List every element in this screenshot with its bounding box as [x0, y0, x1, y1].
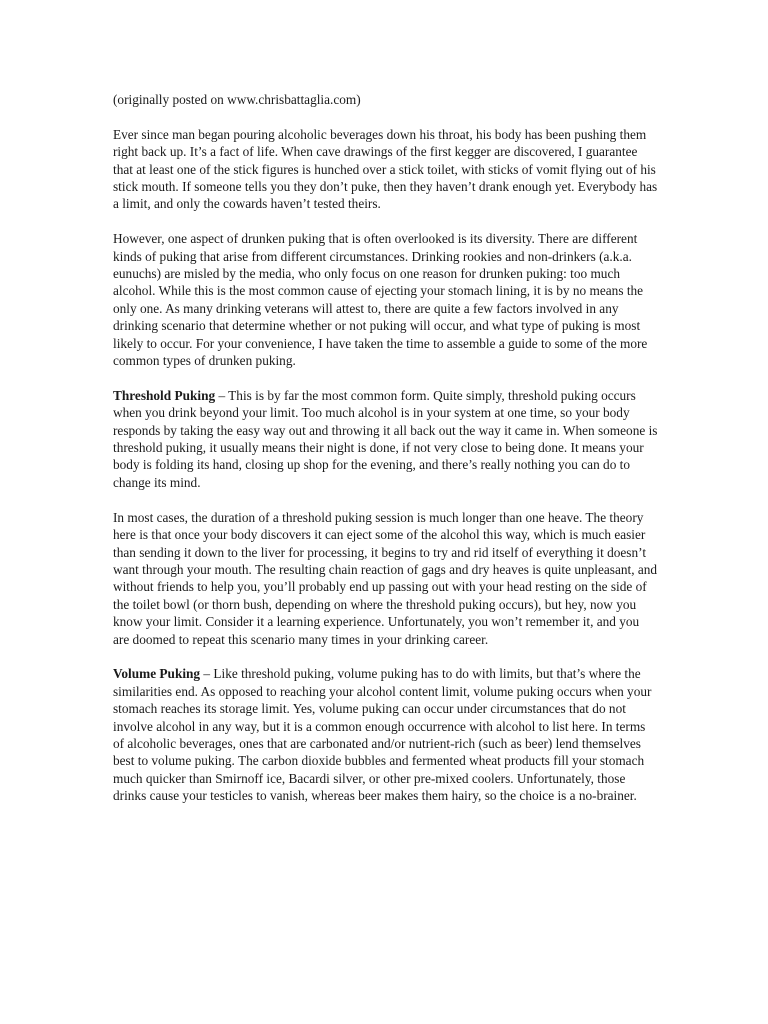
volume-paragraph: [113, 665, 658, 804]
source-note: (originally posted on www.chrisbattaglia.com): [113, 92, 361, 107]
document-page: [113, 91, 658, 822]
threshold-paragraph: [113, 387, 658, 491]
threshold-followup-paragraph: In most cases, the duration of a threshold puking session is much longer than one heave. The theory here is that once your body discovers it can eject some of the alcohol this way, which is much easier than sending it down to the liver for processing, it begins to try and rid itself of everything it doesn’t want through your mouth. The resulting chain reaction of gags and dry heaves is quite unpleasant, and without friends to help you, you’ll probably end up passing out with your head resting on the side of the toilet bowl (or thorn bush, depending on where the threshold puking occurs), but hey, now you know your limit. Consider it a learning experience. Unfortunately, you won’t remember it, and you are doomed to repeat this scenario many times in your drinking career.: [113, 509, 658, 647]
volume-text: – Like threshold puking, volume puking has to do with limits, but that’s where the similarities end. As opposed to reaching your alcohol content limit, volume puking occurs when your stomach reaches its storage limit. Yes, volume puking can occur under circumstances that do not involve alcohol in any way, but it is a common enough occurrence with alcohol to list here. In terms of alcoholic beverages, ones that are carbonated and/or nutrient-rich (such as beer) lend themselves best to volume puking. The carbon dioxide bubbles and fermented wheat products fill your stomach much quicker than Smirnoff ice, Bacardi silver, or other pre-mixed coolers. Unfortunately, those drinks cause your testicles to vanish, whereas beer makes them hairy, so the choice is a no-brainer.: [113, 666, 652, 804]
volume-heading: Volume Puking: [113, 666, 201, 682]
threshold-text: – This is by far the most common form. Quite simply, threshold puking occurs when you drink beyond your limit. Too much alcohol is in your system at one time, so your body responds by taking the easy way out and throwing it all back out the way it came in. When someone is threshold puking, it usually means their night is done, if not very close to being done. It means your body is folding its hand, closing up shop for the evening, and there’s really nothing you can do to change its mind.: [113, 387, 658, 490]
intro-paragraph-1: Ever since man began pouring alcoholic beverages down his throat, his body has been pushing them right back up. It’s a fact of life. When cave drawings of the first kegger are discovered, I guarantee that at least one of the stick figures is hunched over a stick toilet, with sticks of vomit flying out of his stick mouth. If someone tells you they don’t puke, then they haven’t drank enough yet. Everybody has a limit, and only the cowards haven’t tested theirs.: [113, 126, 658, 212]
threshold-heading: Threshold Puking: [113, 387, 216, 403]
intro-paragraph-2: However, one aspect of drunken puking that is often overlooked is its diversity. There are different kinds of puking that arise from different circumstances. Drinking rookies and non-drinkers (a.k.a. eunuchs) are misled by the media, who only focus on one reason for drunken puking: too much alcohol. While this is the most common cause of ejecting your stomach lining, it is by no means the only one. As many drinking veterans will attest to, there are quite a few factors involved in any drinking scenario that determine whether or not puking will occur, and what type of puking is most likely to occur. For your convenience, I have taken the time to assemble a guide to some of the more common types of drunken puking.: [113, 231, 648, 369]
